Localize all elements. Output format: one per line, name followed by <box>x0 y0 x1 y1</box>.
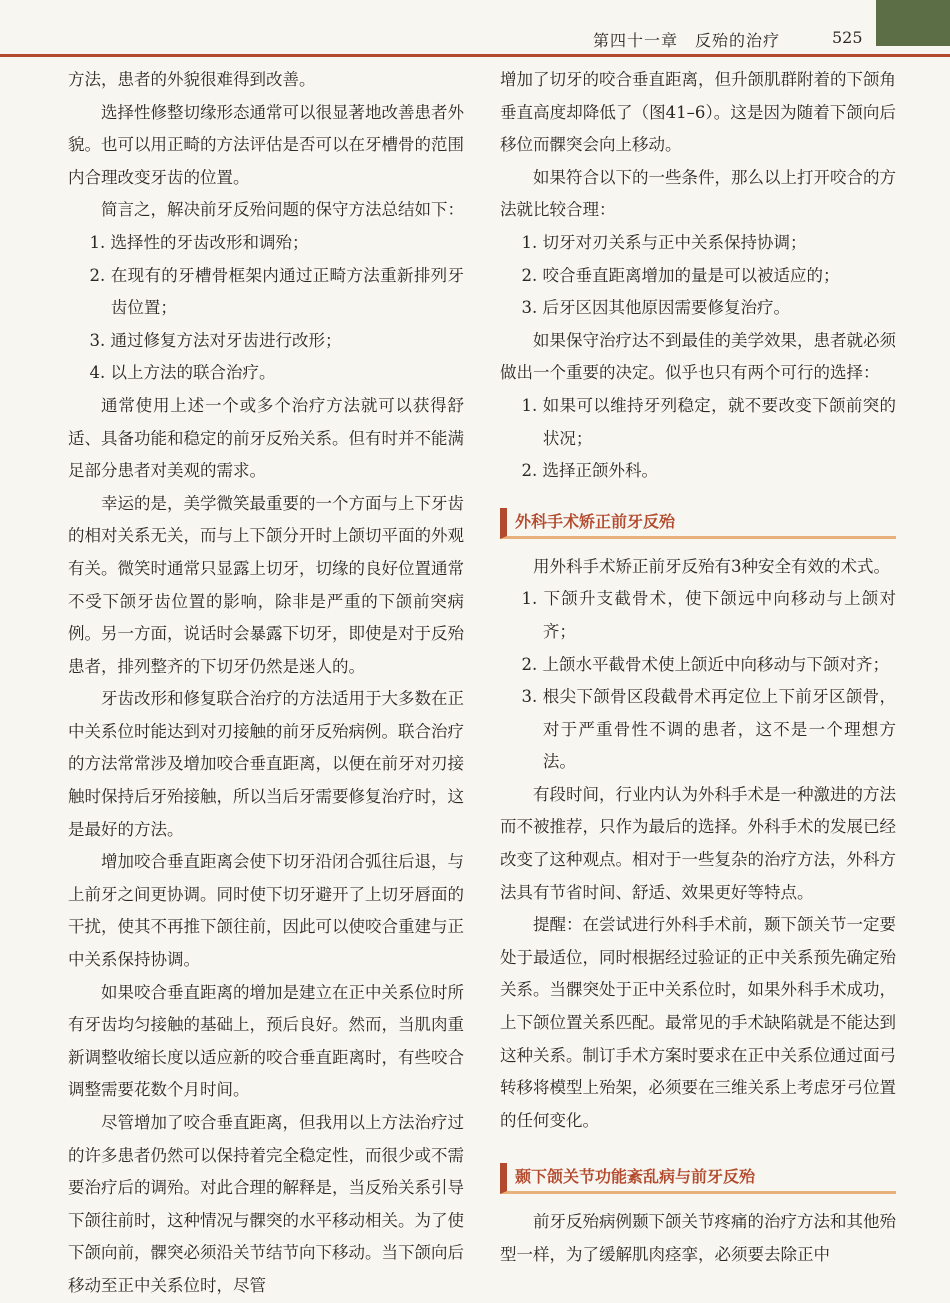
list-item: 3. 通过修复方法对牙齿进行改形； <box>89 330 342 350</box>
list-item: 1. 下颌升支截骨术，使下颌远中向移动与上颌对齐； <box>521 589 896 641</box>
running-header-chapter: 第四十一章 反​殆的治疗 <box>593 31 781 50</box>
paragraph: 简言之，解决前牙反​殆问题的保守方法总结如下： <box>101 200 464 220</box>
paragraph: 有段时间，行业内认为外科手术是一种激进的方法而不被推荐，只作为最后的选择。外科手术的发展已经改变了这种观点。相对于一些复杂的治疗方法，外科方法具有节省时间、舒适、效果更好等特点。 <box>500 784 896 902</box>
list-item: 2. 在现有的牙槽骨框架内通过正畸方法重新排列牙齿位置； <box>89 265 464 318</box>
paragraph: 尽管增加了咬合垂直距离，但我用以上方法治疗过的许多患者仍然可以保持着完全稳定性，而很少或不需要治疗后的调​殆。对此合理的解释是，当反​殆关系引导下颌往前时，这种情况与髁突的水平移动相关。为了使下颌向前，髁突必须沿关节结节向下移动。当下颌向后移动至正中关系位时，尽管 <box>68 1113 464 1295</box>
list-item: 2. 咬合垂直距离增加的量是可以被适应的； <box>521 265 840 285</box>
paragraph: 如果保守治疗达不到最佳的美学效果，患者就必须做出一个重要的决定。似乎也只有两个可行的选择： <box>500 330 896 383</box>
page-number: 525 <box>832 28 863 47</box>
paragraph: 提醒：在尝试进行外科手术前，颞下颌关节一定要处于最适位，同时根据经过验证的正中关系预先确定​殆关系。当髁突处于正中关系位时，如果外科手术成功，上下颌位置关系匹配。最常见的手术缺陷就是不能达到这种关系。制订手术方案时要求在正中关系位通过面弓转移将模型上​殆架，必须要在三维关系上考虑牙弓位置的任何变化。 <box>500 915 896 1130</box>
paragraph: 增加了切牙的咬合垂直距离，但升颌肌群附着的下颌角垂直高度却降低了（图41–6）。这是因为随着下颌向后移位而髁突会向上移动。 <box>500 70 896 155</box>
section-heading: 外科手术矫正前牙反​殆 <box>500 508 896 539</box>
list-item: 4. 以上方法的联合治疗。 <box>89 363 276 383</box>
paragraph: 牙齿改形和修复联合治疗的方法适用于大多数在正中关系位时能达到对刃接触的前牙反​殆病例。联合治疗的方法常常涉及增加咬合垂直距离，以便在前牙对刃接触时保持后牙​殆接触，所以当后牙需要修复治疗时，这是最好的方法。 <box>68 689 464 839</box>
list-item: 2. 选择正颌外科。 <box>521 461 658 481</box>
paragraph: 幸运的是，美学微笑最重要的一个方面与上下牙齿的相对关系无关，而与上下颌分开时上颌切平面的外观有关。微笑时通常只显露上切牙，切缘的良好位置通常不受下颌牙齿位置的影响，除非是严重的下颌前突病例。另一方面，说话时会暴露下切牙，即使是对于反​殆患者，排列整齐的下切牙仍然是迷人的。 <box>68 493 464 676</box>
list-item: 1. 切牙对刃关系与正中关系保持协调； <box>521 232 807 252</box>
paragraph: 如果符合以下的一些条件，那么以上打开咬合的方法就比较合理： <box>500 167 896 220</box>
list-item: 3. 后牙区因其他原因需要修复治疗。 <box>521 298 790 318</box>
chapter-color-tab <box>876 0 950 46</box>
paragraph: 增加咬合垂直距离会使下切牙沿闭合弧往后退，与上前牙之间更协调。同时使下切牙避开了上切牙唇面的干扰，使其不再推下颌往前，因此可以使咬合重建与正中关系保持协调。 <box>68 852 464 970</box>
paragraph: 方法，患者的外貌很难得到改善。 <box>68 70 316 89</box>
section-heading: 颞下颌关节功能紊乱病与前牙反​殆 <box>500 1163 896 1194</box>
list-item: 3. 根尖下颌骨区段截骨术再定位上下前牙区颌骨，对于严重骨性不调的患者，这不是一个理想方法。 <box>521 687 896 772</box>
left-text-column <box>68 64 464 1303</box>
list-item: 2. 上颌水平截骨术使上颌近中向移动与下颌对齐； <box>521 654 889 674</box>
paragraph: 如果咬合垂直距离的增加是建立在正中关系位时所有牙齿均匀接触的基础上，预后良好。然而，当肌肉重新调整收缩长度以适应新的咬合垂直距离时，有些咬合调整需要花数个月时间。 <box>68 982 464 1100</box>
paragraph: 选择性修整切缘形态通常可以很显著地改善患者外貌。也可以用正畸的方法评估是否可以在牙槽骨的范围内合理改变牙齿的位置。 <box>68 102 464 187</box>
list-item: 1. 如果可以维持牙列稳定，就不要改变下颌前突的状况； <box>521 395 896 448</box>
header-rule <box>0 54 950 57</box>
paragraph: 用外科手术矫正前牙反​殆有3种安全有效的术式。 <box>533 556 890 576</box>
paragraph: 前牙反​殆病例颞下颌关节疼痛的治疗方法和其他​殆型一样，为了缓解肌肉痉挛，必须要去除正中 <box>500 1212 896 1264</box>
paragraph: 通常使用上述一个或多个治疗方法就可以获得舒适、具备功能和稳定的前牙反​殆关系。但有时并不能满足部分患者对美观的需求。 <box>68 395 464 481</box>
right-text-column <box>500 64 896 1272</box>
list-item: 1. 选择性的牙齿改形和调​殆； <box>89 232 309 252</box>
